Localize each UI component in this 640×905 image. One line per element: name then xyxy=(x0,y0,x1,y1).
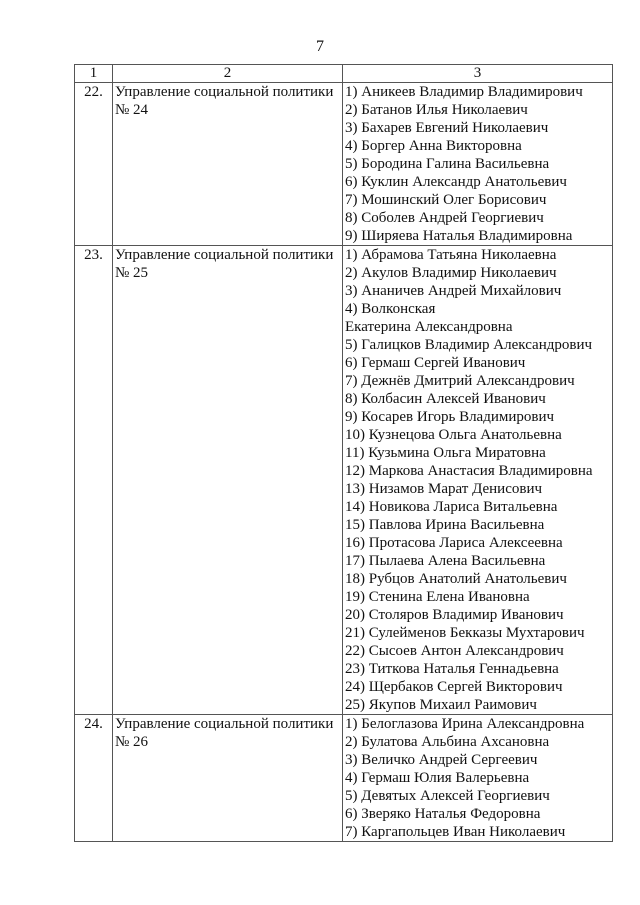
table-row xyxy=(75,715,613,842)
person-entry: 3) Бахарев Евгений Николаевич xyxy=(345,120,549,136)
organization-number: № 24 xyxy=(115,102,149,118)
people-cell xyxy=(343,83,613,246)
person-entry: 8) Соболев Андрей Георгиевич xyxy=(345,210,544,226)
person-entry: 3) Ананичев Андрей Михайлович xyxy=(345,283,562,299)
person-entry: 16) Протасова Лариса Алексеевна xyxy=(345,535,563,551)
organization-name: Управление социальной политики xyxy=(115,247,334,263)
person-entry: 6) Гермаш Сергей Иванович xyxy=(345,355,526,371)
organization-cell xyxy=(113,715,343,842)
organization-name: Управление социальной политики xyxy=(115,716,334,732)
person-entry: 9) Ширяева Наталья Владимировна xyxy=(345,228,573,244)
person-entry: 3) Величко Андрей Сергеевич xyxy=(345,752,538,768)
person-entry: 7) Каргапольцев Иван Николаевич xyxy=(345,824,566,840)
header-col-1: 1 xyxy=(75,65,113,83)
person-entry: 6) Зверяко Наталья Федоровна xyxy=(345,806,541,822)
row-number: 22. xyxy=(75,83,113,246)
table-row xyxy=(75,83,613,246)
person-entry: 1) Аникеев Владимир Владимирович xyxy=(345,84,583,100)
person-entry: 11) Кузьмина Ольга Миратовна xyxy=(345,445,546,461)
person-entry: 24) Щербаков Сергей Викторович xyxy=(345,679,563,695)
person-entry: Екатерина Александровна xyxy=(345,319,513,335)
organization-name: Управление социальной политики xyxy=(115,84,334,100)
appointments-table xyxy=(74,64,613,842)
person-entry: 8) Колбасин Алексей Иванович xyxy=(345,391,546,407)
person-entry: 21) Сулейменов Бекказы Мухтарович xyxy=(345,625,585,641)
page-number: 7 xyxy=(316,38,324,55)
person-entry: 4) Волконская xyxy=(345,301,436,317)
person-entry: 5) Галицков Владимир Александрович xyxy=(345,337,593,353)
organization-number: № 25 xyxy=(115,265,149,281)
person-entry: 12) Маркова Анастасия Владимировна xyxy=(345,463,593,479)
person-entry: 1) Абрамова Татьяна Николаевна xyxy=(345,247,557,263)
organization-cell xyxy=(113,83,343,246)
organization-cell xyxy=(113,246,343,715)
person-entry: 18) Рубцов Анатолий Анатольевич xyxy=(345,571,567,587)
person-entry: 7) Дежнёв Дмитрий Александрович xyxy=(345,373,575,389)
person-entry: 14) Новикова Лариса Витальевна xyxy=(345,499,558,515)
person-entry: 17) Пылаева Алена Васильевна xyxy=(345,553,546,569)
header-col-3: 3 xyxy=(343,65,613,83)
person-entry: 4) Боргер Анна Викторовна xyxy=(345,138,522,154)
person-entry: 5) Девятых Алексей Георгиевич xyxy=(345,788,550,804)
person-entry: 5) Бородина Галина Васильевна xyxy=(345,156,550,172)
row-number: 24. xyxy=(75,715,113,842)
person-entry: 20) Столяров Владимир Иванович xyxy=(345,607,564,623)
person-entry: 25) Якупов Михаил Раимович xyxy=(345,697,537,713)
person-entry: 9) Косарев Игорь Владимирович xyxy=(345,409,555,425)
person-entry: 19) Стенина Елена Ивановна xyxy=(345,589,530,605)
table-header-row xyxy=(75,65,613,83)
people-cell xyxy=(343,715,613,842)
person-entry: 13) Низамов Марат Денисович xyxy=(345,481,543,497)
row-number: 23. xyxy=(75,246,113,715)
people-cell xyxy=(343,246,613,715)
person-entry: 15) Павлова Ирина Васильевна xyxy=(345,517,545,533)
person-entry: 7) Мошинский Олег Борисович xyxy=(345,192,547,208)
person-entry: 23) Титкова Наталья Геннадьевна xyxy=(345,661,559,677)
person-entry: 2) Булатова Альбина Ахсановна xyxy=(345,734,550,750)
person-entry: 6) Куклин Александр Анатольевич xyxy=(345,174,567,190)
person-entry: 10) Кузнецова Ольга Анатольевна xyxy=(345,427,562,443)
person-entry: 2) Батанов Илья Николаевич xyxy=(345,102,528,118)
person-entry: 22) Сысоев Антон Александрович xyxy=(345,643,564,659)
table-row xyxy=(75,246,613,715)
person-entry: 2) Акулов Владимир Николаевич xyxy=(345,265,557,281)
person-entry: 1) Белоглазова Ирина Александровна xyxy=(345,716,585,732)
organization-number: № 26 xyxy=(115,734,149,750)
header-col-2: 2 xyxy=(113,65,343,83)
person-entry: 4) Гермаш Юлия Валерьевна xyxy=(345,770,530,786)
